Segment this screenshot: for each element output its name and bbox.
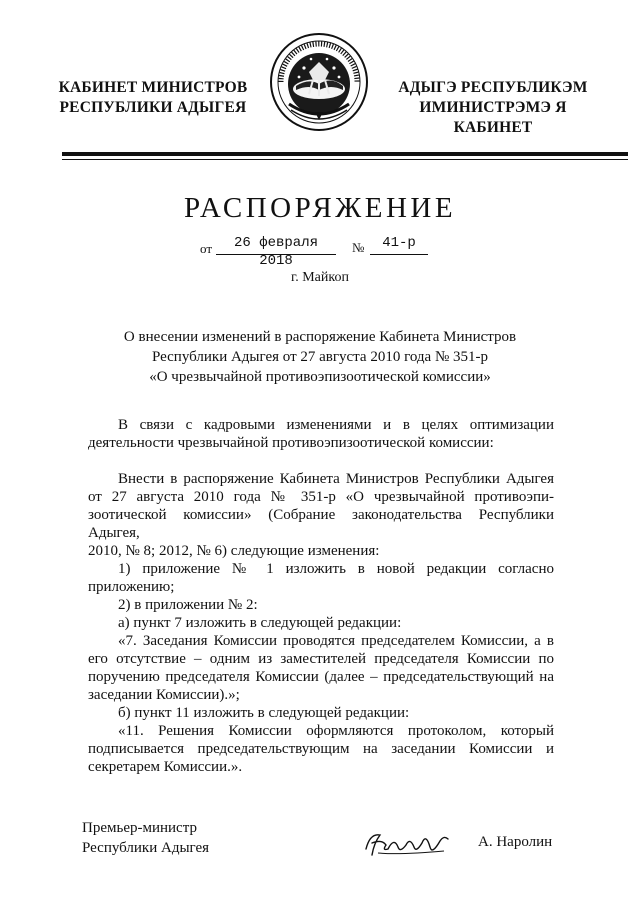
- body-line: секретарем Комиссии.».: [88, 759, 243, 775]
- subject-line: «О чрезвычайной противоэпизоотической комиссии»: [149, 369, 491, 385]
- directive-paragraph: [88, 470, 554, 776]
- date-prefix-label: от: [200, 241, 213, 256]
- document-type-title: РАСПОРЯЖЕНИЕ: [183, 192, 457, 224]
- document-number: 41-р: [370, 234, 428, 255]
- body-line: «11. Решения Комиссии оформляются протоколом, который: [118, 723, 554, 739]
- body-line: от 27 августа 2010 года № 351-р «О чрезвычайной противоэпи-: [88, 489, 554, 505]
- signatory-title-line: Республики Адыгея: [82, 840, 210, 856]
- body-line: 2010, № 8; 2012, № 6) следующие изменения:: [88, 543, 380, 559]
- issuer-line: КАБИНЕТ МИНИСТРОВ: [58, 79, 248, 96]
- subject-line: Республики Адыгея от 27 августа 2010 года № 351-р: [151, 349, 489, 365]
- body-line: заседании Комиссии).»;: [88, 687, 240, 703]
- body-line: его отсутствие – одним из заместителей председателя Комиссии по: [88, 651, 554, 667]
- issuer-name-adyghe: [378, 78, 608, 138]
- signatory-title: [82, 818, 209, 858]
- subject-line: О внесении изменений в распоряжение Кабинета Министров: [123, 329, 517, 345]
- issuer-line: ИМИНИСТРЭМЭ Я КАБИНЕТ: [419, 99, 567, 136]
- body-line: 1) приложение № 1 изложить в новой редакции согласно: [118, 561, 554, 577]
- body-line: В связи с кадровыми изменениями и в целях оптимизации: [118, 417, 554, 433]
- header-divider-thin: [62, 159, 628, 160]
- header-divider-thick: [62, 152, 628, 156]
- body-line: 2) в приложении № 2:: [118, 597, 258, 613]
- document-city: г. Майкоп: [291, 270, 349, 285]
- coat-of-arms-emblem-icon: [269, 32, 369, 132]
- document-subject: [70, 327, 570, 387]
- issuer-line: АДЫГЭ РЕСПУБЛИКЭМ: [398, 79, 588, 96]
- body-line: «7. Заседания Комиссии проводятся председателем Комиссии, а в: [118, 633, 554, 649]
- number-prefix-label: №: [352, 240, 365, 255]
- handwritten-signature-icon: [360, 825, 452, 861]
- signatory-name: А. Наролин: [478, 834, 553, 850]
- body-line: поручению председателя Комиссии (далее – председательствующий на: [88, 669, 554, 685]
- signatory-title-line: Премьер-министр: [82, 820, 197, 836]
- body-line: зоотической комиссии» (Собрание законодательства Республики Адыгея,: [88, 507, 554, 541]
- issuer-name-russian: [38, 78, 268, 118]
- body-line: деятельности чрезвычайной противоэпизоотической комиссии:: [88, 435, 494, 451]
- body-line: приложению;: [88, 579, 175, 595]
- issuer-line: РЕСПУБЛИКИ АДЫГЕЯ: [59, 99, 247, 116]
- body-line: б) пункт 11 изложить в следующей редакции:: [118, 705, 410, 721]
- document-date: 26 февраля 2018: [216, 234, 336, 255]
- body-line: а) пункт 7 изложить в следующей редакции:: [118, 615, 402, 631]
- body-line: подписывается председательствующим на заседании Комиссии и: [88, 741, 554, 757]
- body-line: Внести в распоряжение Кабинета Министров Республики Адыгея: [118, 471, 554, 487]
- preamble-paragraph: [88, 416, 554, 452]
